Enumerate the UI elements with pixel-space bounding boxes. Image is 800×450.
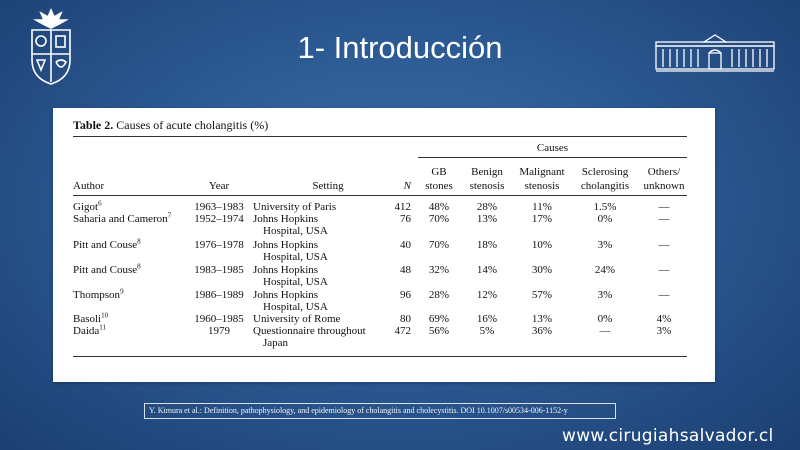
row-7-setting: Questionnaire throughout	[253, 325, 366, 337]
row-1-n: 412	[394, 201, 411, 213]
header-bottom-rule	[73, 195, 687, 196]
row-4-scler: 24%	[594, 264, 616, 276]
row-2-scler: 0%	[597, 213, 613, 225]
header-sclerosing-2: cholangitis	[580, 180, 630, 192]
causes-header: Causes	[536, 142, 569, 154]
row-4-other: —	[658, 264, 670, 276]
row-4-gb: 32%	[428, 264, 450, 276]
header-year: Year	[208, 180, 230, 192]
row-1-benign: 28%	[476, 201, 498, 213]
row-6-other: 4%	[656, 313, 672, 325]
row-6-benign: 16%	[476, 313, 498, 325]
header-malignant-2: stenosis	[524, 180, 560, 192]
row-5-other: —	[658, 289, 670, 301]
row-4-n: 48	[400, 264, 411, 276]
row-7-scler: —	[599, 325, 611, 337]
header-gb-2: stones	[425, 180, 453, 192]
table-caption	[73, 118, 268, 133]
row-3-scler: 3%	[597, 239, 613, 251]
row-2-author: Saharia and Cameron$^7$	[73, 211, 172, 225]
row-2-gb: 70%	[428, 213, 450, 225]
row-7-malig: 36%	[531, 325, 553, 337]
row-7-other: 3%	[656, 325, 672, 337]
row-6-author: Basoli$^{10}$	[73, 311, 109, 325]
row-5-year: 1986–1989	[194, 289, 244, 301]
header-others-1: Others/	[647, 166, 681, 178]
row-3-other: —	[658, 239, 670, 251]
slide-title: 1- Introducción	[297, 30, 503, 65]
row-1-gb: 48%	[428, 201, 450, 213]
row-3-n: 40	[400, 239, 411, 251]
row-2-n: 76	[400, 213, 411, 225]
header-gb-1: GB	[431, 166, 447, 178]
row-2-malig: 17%	[531, 213, 553, 225]
row-1-setting: University of Paris	[253, 201, 337, 213]
row-4-author: Pitt and Couse$^8$	[73, 262, 141, 276]
row-7-author: Daida$^{11}$	[73, 323, 107, 337]
row-3-setting: Johns Hopkins	[253, 239, 319, 251]
row-5-setting: Johns Hopkins	[253, 289, 319, 301]
row-6-scler: 0%	[597, 313, 613, 325]
row-4-setting-line2: Hospital, USA	[263, 276, 328, 288]
table-top-rule	[73, 136, 687, 137]
row-7-year: 1979	[208, 325, 230, 337]
row-3-malig: 10%	[531, 239, 553, 251]
row-7-benign: 5%	[479, 325, 495, 337]
row-2-other: —	[658, 213, 670, 225]
row-1-year: 1963–1983	[194, 201, 244, 213]
row-2-setting: Johns Hopkins	[253, 213, 319, 225]
row-1-malig: 11%	[532, 201, 552, 213]
row-5-malig: 57%	[531, 289, 553, 301]
row-7-n: 472	[394, 325, 411, 337]
header-setting: Setting	[312, 180, 344, 192]
header-sclerosing-1: Sclerosing	[581, 166, 629, 178]
row-5-scler: 3%	[597, 289, 613, 301]
row-4-setting: Johns Hopkins	[253, 264, 319, 276]
row-1-scler: 1.5%	[593, 201, 617, 213]
causes-rule	[418, 157, 687, 158]
row-5-author: Thompson$^9$	[73, 287, 124, 301]
header-others-2: unknown	[643, 180, 685, 192]
row-4-benign: 14%	[476, 264, 498, 276]
row-2-setting-line2: Hospital, USA	[263, 225, 328, 237]
row-3-setting-line2: Hospital, USA	[263, 251, 328, 263]
table-caption-text: Causes of acute cholangitis (%)	[116, 118, 269, 132]
row-5-benign: 12%	[476, 289, 498, 301]
row-3-gb: 70%	[428, 239, 450, 251]
row-6-malig: 13%	[531, 313, 553, 325]
hospital-building-logo	[654, 33, 776, 73]
row-7-gb: 56%	[428, 325, 450, 337]
row-3-benign: 18%	[476, 239, 498, 251]
row-6-gb: 69%	[428, 313, 450, 325]
cholangitis-causes-table	[53, 108, 715, 382]
table-bottom-rule	[73, 356, 687, 357]
source-citation: Y. Kimura et al.: Definition, pathophysiology, and epidemiology of cholangitis and cholecystitis. DOI 10.1007/s00534-006-1152-y	[144, 403, 616, 419]
header-malignant-1: Malignant	[519, 166, 565, 178]
website-url: www.cirugiahsalvador.cl	[562, 426, 774, 446]
row-6-year: 1960–1985	[194, 313, 244, 325]
header-author: Author	[73, 180, 105, 192]
row-2-year: 1952–1974	[194, 213, 244, 225]
row-5-gb: 28%	[428, 289, 450, 301]
row-5-setting-line2: Hospital, USA	[263, 301, 328, 313]
row-6-n: 80	[400, 313, 411, 325]
header-n: N	[403, 180, 411, 192]
row-1-author: Gigot$^6$	[73, 199, 102, 213]
row-3-year: 1976–1978	[194, 239, 244, 251]
row-2-benign: 13%	[476, 213, 498, 225]
row-7-setting-line2: Japan	[263, 337, 289, 349]
row-4-year: 1983–1985	[194, 264, 244, 276]
row-3-author: Pitt and Couse$^8$	[73, 237, 141, 251]
header-benign-2: stenosis	[469, 180, 505, 192]
table-caption-label: Table 2.	[73, 118, 114, 132]
row-1-other: —	[658, 201, 670, 213]
header-benign-1: Benign	[471, 166, 503, 178]
row-5-n: 96	[400, 289, 411, 301]
row-4-malig: 30%	[531, 264, 553, 276]
row-6-setting: University of Rome	[253, 313, 341, 325]
